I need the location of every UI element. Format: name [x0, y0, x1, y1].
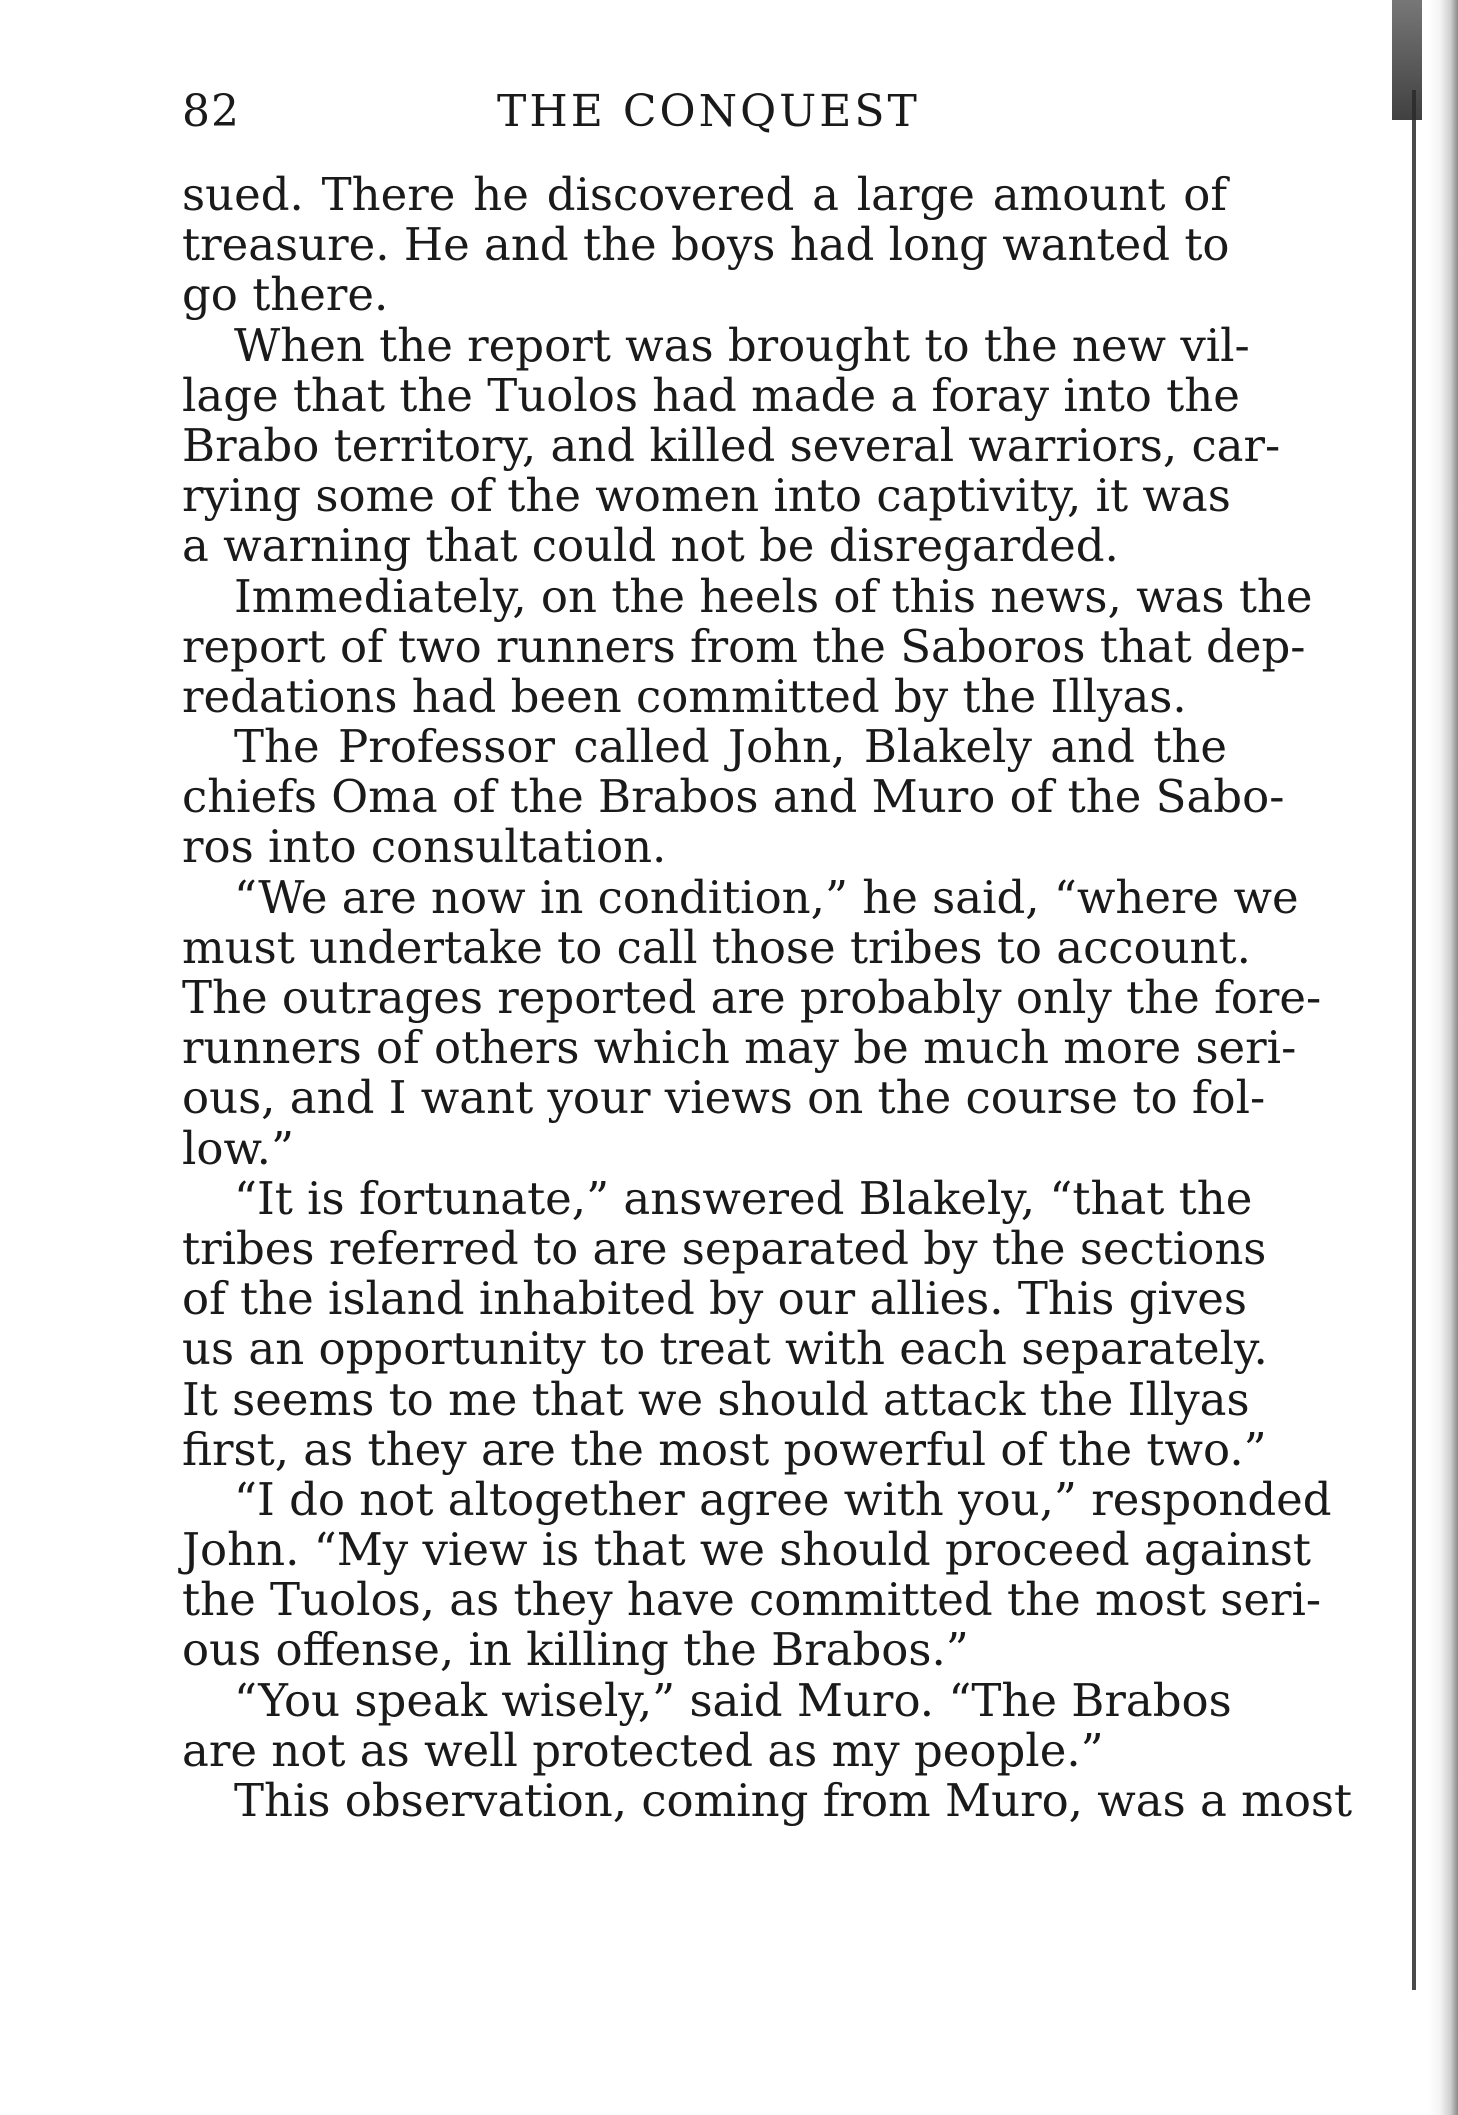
- page-edge-shadow: [1428, 0, 1458, 2115]
- running-title: THE CONQUEST: [497, 86, 920, 137]
- text-line: ous offense, in killing the Brabos.”: [182, 1623, 969, 1677]
- text-line: must undertake to call those tribes to account.: [182, 920, 1251, 974]
- binding-edge-mark: [1392, 0, 1422, 120]
- text-line: “We are now in condition,” he said, “where we: [234, 870, 1299, 924]
- text-line: us an opportunity to treat with each separately.: [182, 1322, 1268, 1376]
- text-line: of the island inhabited by our allies. This gives: [182, 1272, 1247, 1326]
- text-line: Immediately, on the heels of this news, was the: [234, 569, 1313, 623]
- page-edge-line: [1412, 90, 1416, 1990]
- text-line: lage that the Tuolos had made a foray into the: [182, 368, 1240, 422]
- text-line: treasure. He and the boys had long wanted to: [182, 218, 1230, 272]
- text-line: report of two runners from the Saboros that dep-: [182, 619, 1306, 673]
- text-line: This observation, coming from Muro, was a most: [234, 1774, 1353, 1827]
- text-line: redations had been committed by the Illyas.: [182, 669, 1187, 723]
- text-line: low.”: [182, 1121, 294, 1175]
- text-line: are not as well protected as my people.”: [182, 1723, 1104, 1777]
- text-line: When the report was brought to the new vil-: [234, 318, 1250, 372]
- text-line: The Professor called John, Blakely and the: [234, 720, 1227, 774]
- running-head: [182, 82, 1227, 142]
- text-line: It seems to me that we should attack the Illyas: [182, 1372, 1250, 1426]
- text-line: “You speak wisely,” said Muro. “The Brabos: [234, 1673, 1232, 1727]
- text-line: go there.: [182, 268, 389, 322]
- text-line: rying some of the women into captivity, it was: [182, 469, 1231, 523]
- text-line: ous, and I want your views on the course to fol-: [182, 1071, 1266, 1125]
- text-line: ros into consultation.: [182, 820, 667, 874]
- text-line: Brabo territory, and killed several warriors, car-: [182, 418, 1281, 472]
- text-line: “It is fortunate,” answered Blakely, “that the: [234, 1171, 1253, 1225]
- text-line: tribes referred to are separated by the sections: [182, 1221, 1267, 1275]
- text-line: The outrages reported are probably only the fore-: [182, 971, 1322, 1024]
- text-line: runners of others which may be much more seri-: [182, 1021, 1297, 1075]
- text-line: John. “My view is that we should proceed against: [182, 1523, 1311, 1577]
- text-line: sued. There he discovered a large amount of: [182, 168, 1227, 221]
- text-line: “I do not altogether agree with you,” responded: [234, 1472, 1332, 1526]
- text-line: the Tuolos, as they have committed the most seri-: [182, 1573, 1322, 1627]
- text-line: first, as they are the most powerful of the two.”: [182, 1422, 1267, 1476]
- text-line: a warning that could not be disregarded.: [182, 519, 1119, 573]
- body-text: [182, 168, 1353, 1827]
- text-line: chiefs Oma of the Brabos and Muro of the Sabo-: [182, 770, 1285, 824]
- page-number: 82: [182, 86, 240, 137]
